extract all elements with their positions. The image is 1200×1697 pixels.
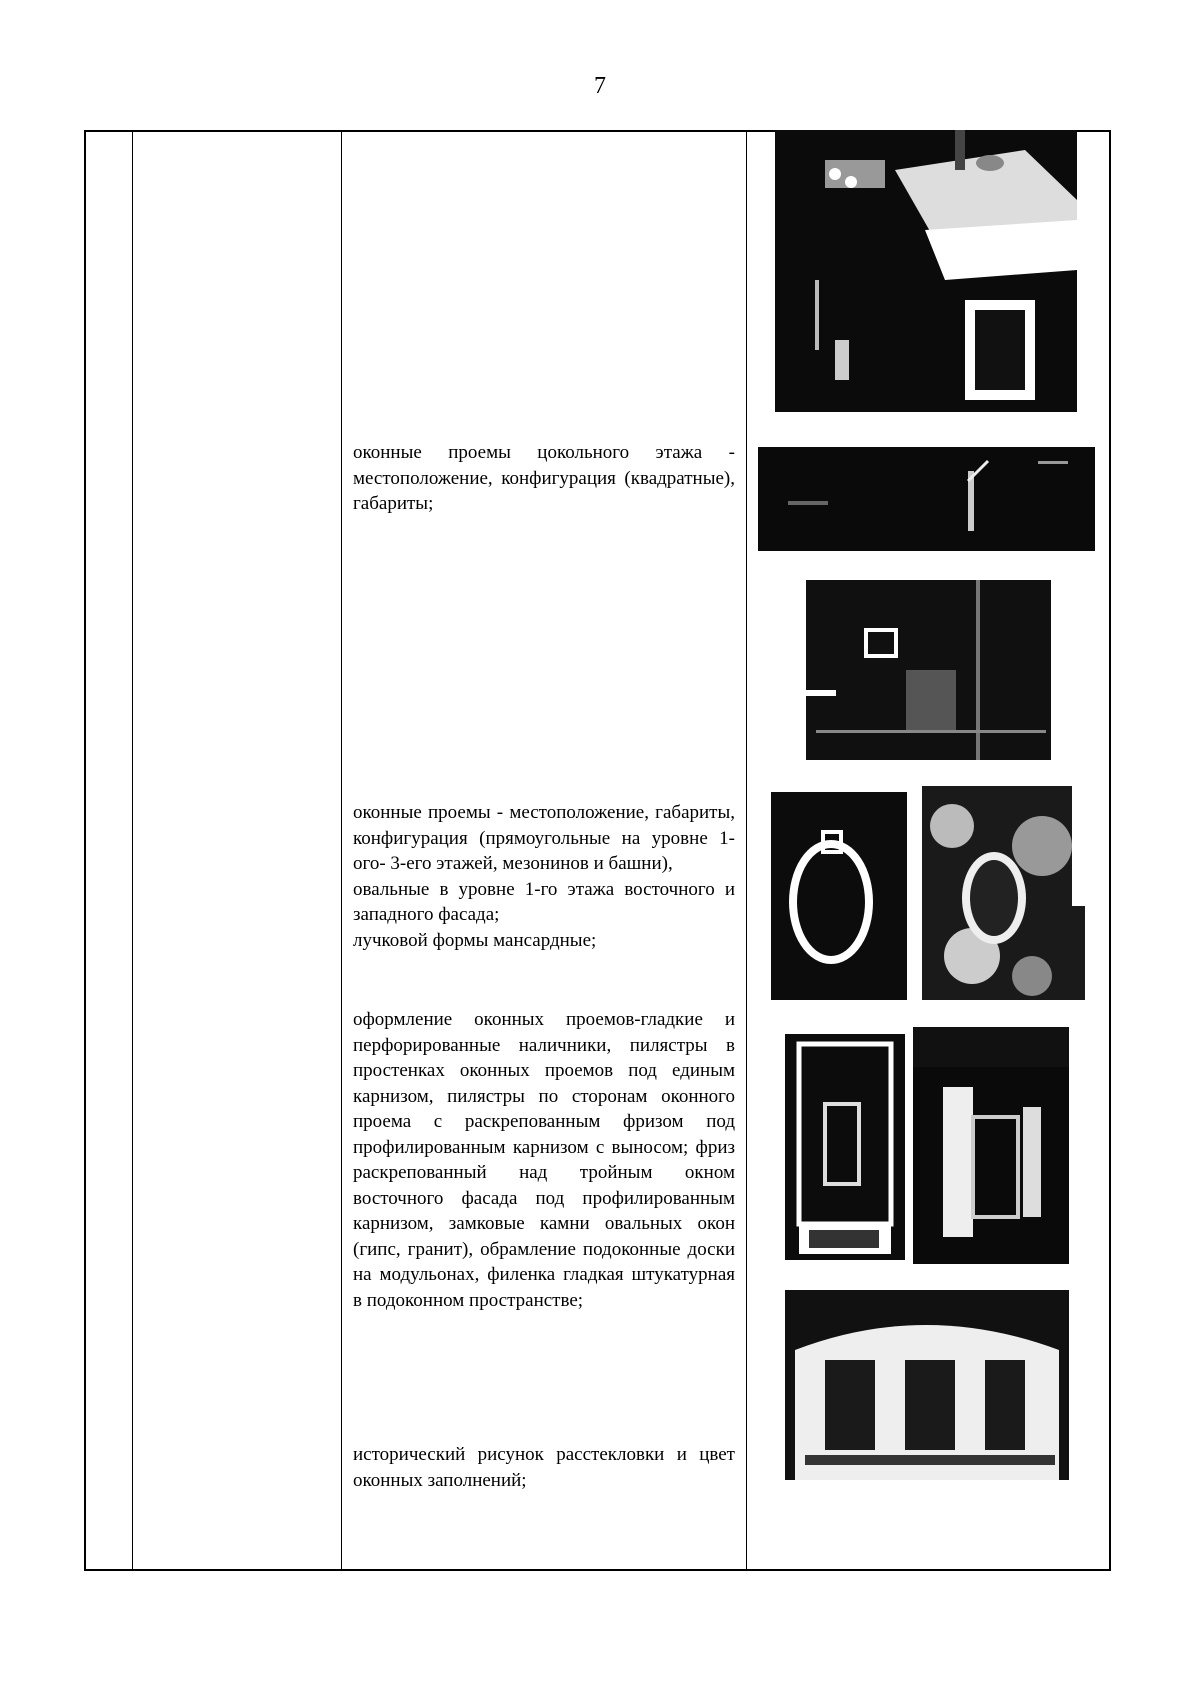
photo-building-corner-icon <box>775 130 1077 412</box>
photo-window-frame-right-icon <box>913 1027 1069 1264</box>
page-number: 7 <box>594 73 606 99</box>
table-cell-basement-windows: оконные проемы цокольного этажа - местоположение, конфигурация (квадратные), габариты; <box>353 442 735 514</box>
column-divider-1 <box>132 130 133 1571</box>
photo-bay-window-icon <box>785 1290 1069 1480</box>
photo-oval-window-east-icon <box>771 792 916 1000</box>
photo-basement-windows-icon <box>758 441 1095 551</box>
column-divider-2 <box>341 130 342 1571</box>
table-cell-window-decoration: оформление оконных проемов-гладкие и перфорированные наличники, пилястры в простенках оконных проемов под единым карнизом, пилястры по сторонам оконного проема с раскрепованным фризом под профилированным карнизом с выносом; фриз раскрепованный над тройным окном восточного фасада под профилированным карнизом, замковые камни овальных окон (гипс, гранит), обрамление подоконные доски на модульонах, филенка гладкая штукатурная в подоконном пространстве; <box>353 1009 735 1311</box>
photo-window-frame-left-icon <box>785 1034 905 1260</box>
table-cell-glazing-pattern: исторический рисунок расстекловки и цвет оконных заполнений; <box>353 1444 735 1491</box>
table-cell-window-openings: оконные проемы - местоположение, габариты, конфигурация (прямоугольные на уровне 1-ого- 3-его этажей, мезонинов и башни), овальные в уровне 1-го этажа восточного и западного фасада; лучковой формы мансардные; <box>353 802 735 951</box>
column-divider-3 <box>746 130 747 1571</box>
photo-square-window-icon <box>806 580 1051 760</box>
photo-oval-window-west-icon <box>922 786 1085 1000</box>
